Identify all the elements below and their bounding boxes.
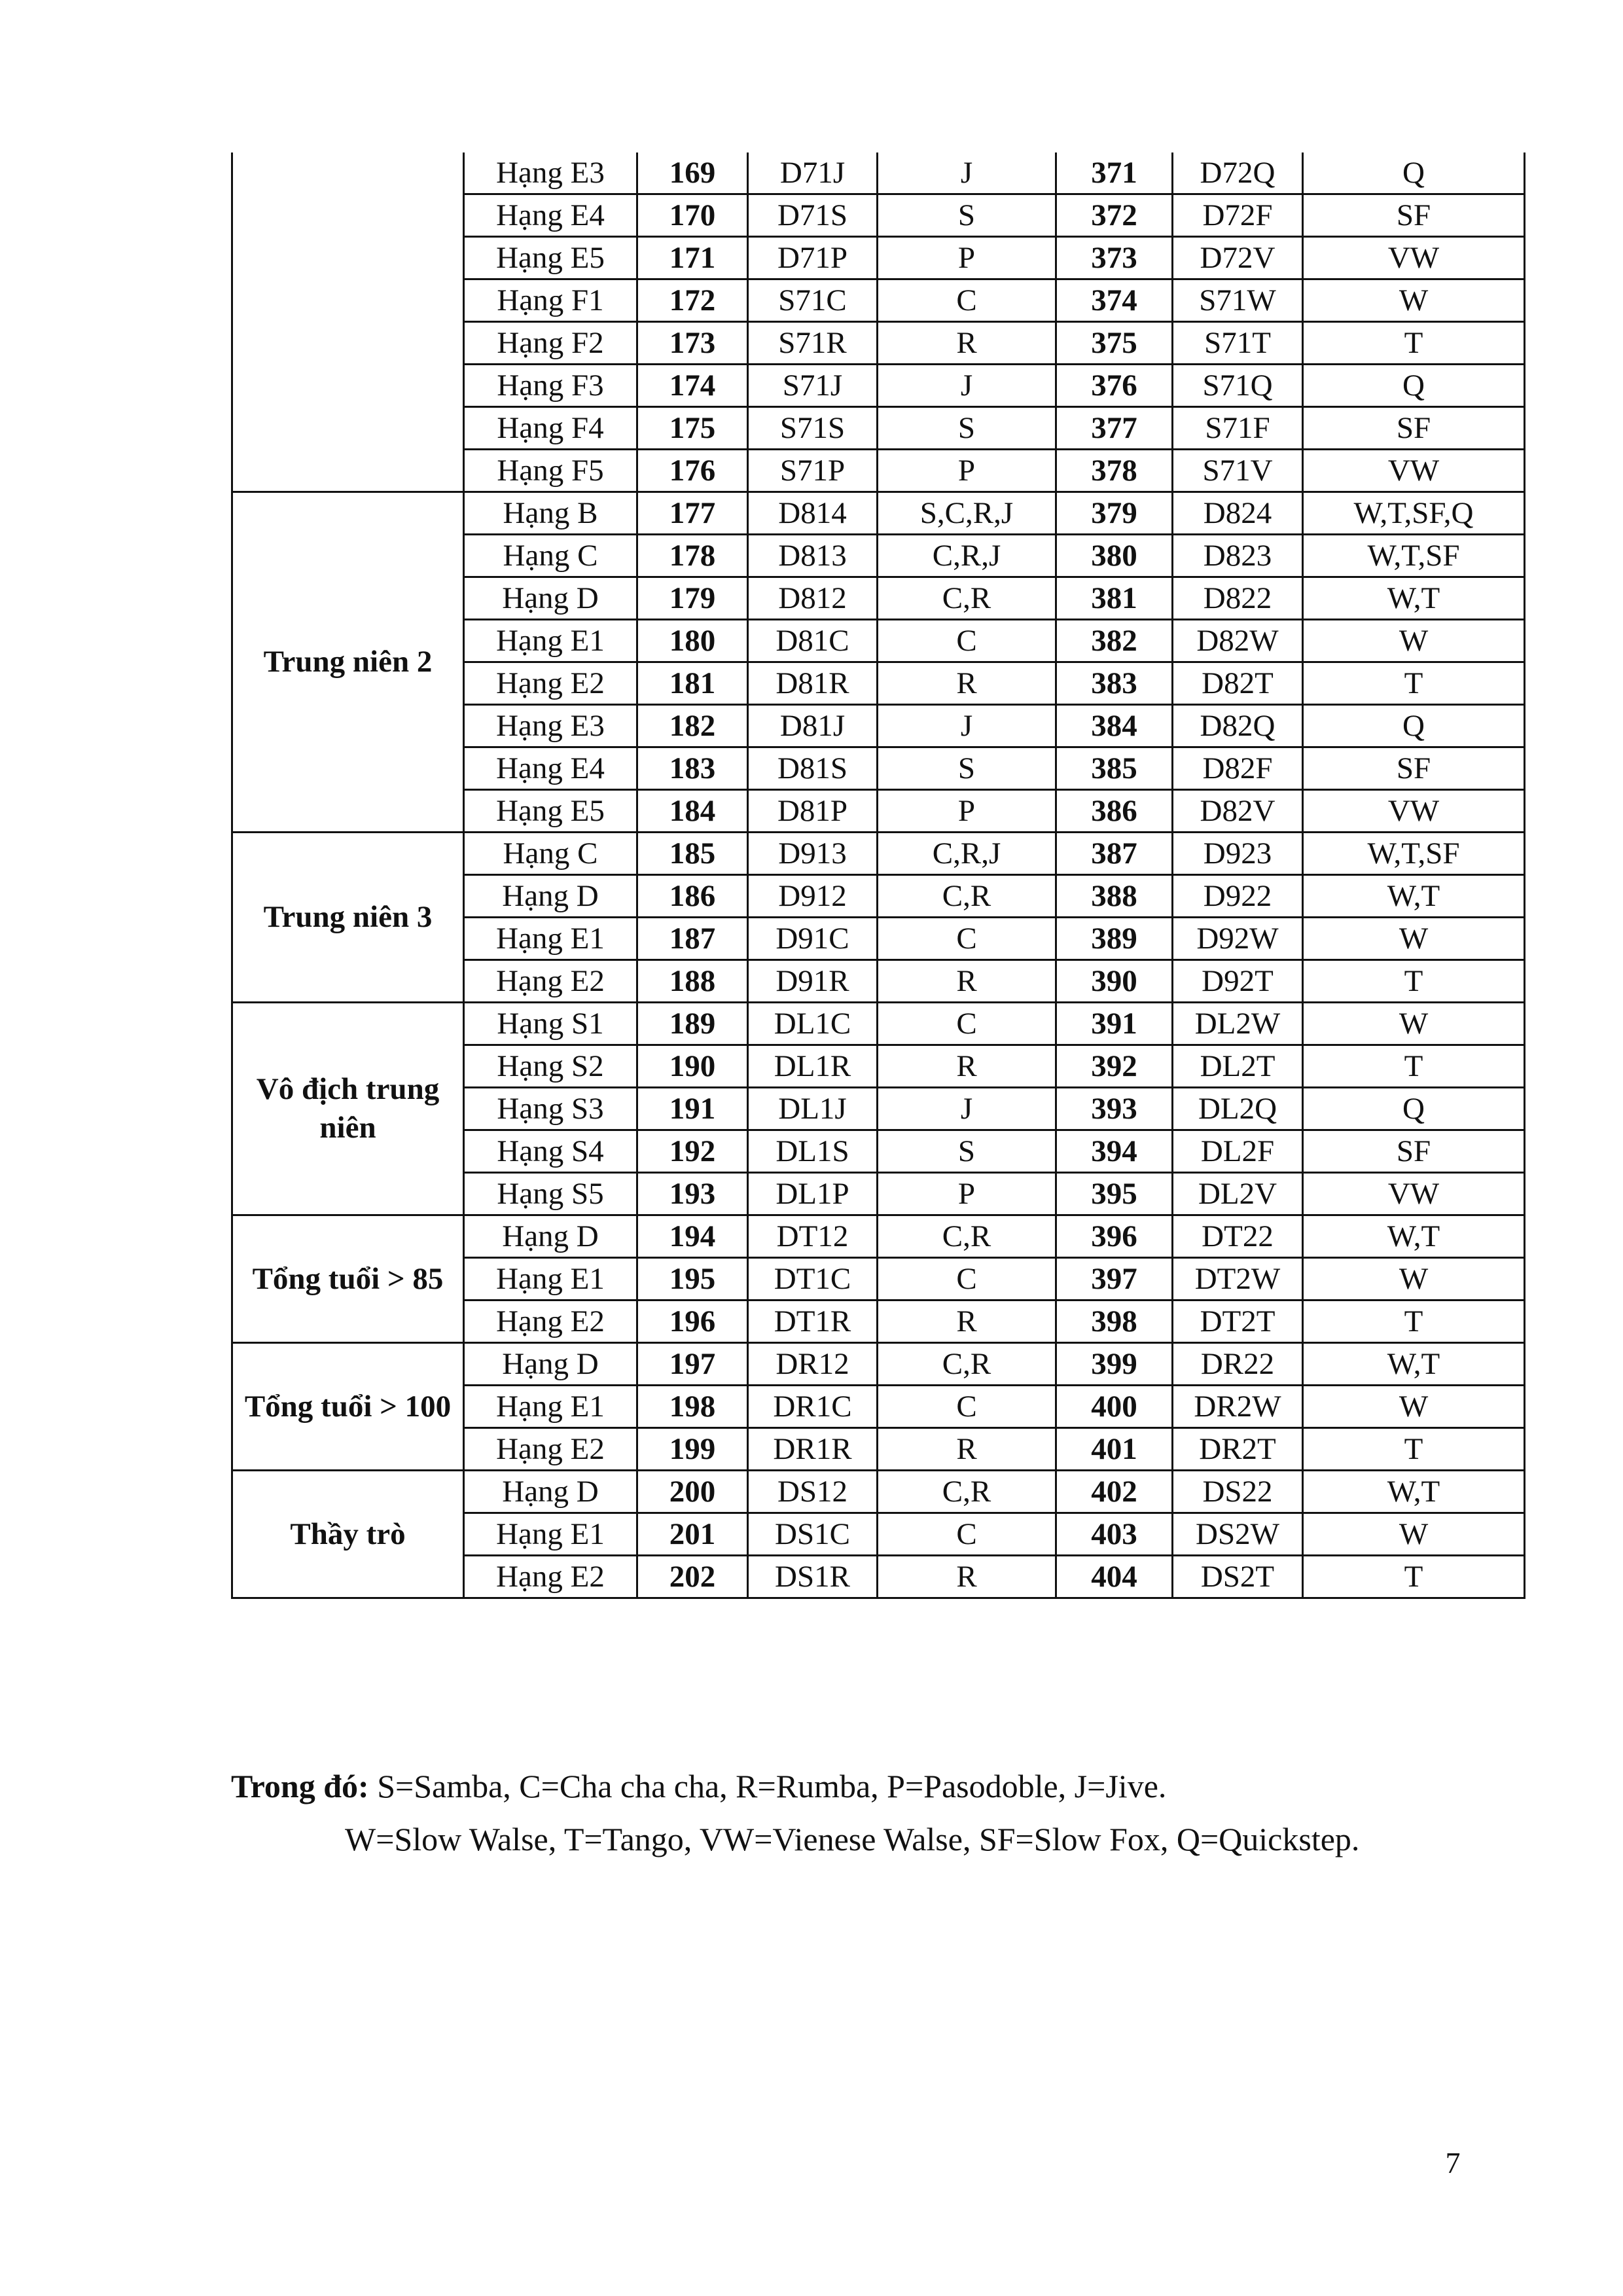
event-number-2: 386 bbox=[1056, 790, 1173, 833]
class-cell: Hạng B bbox=[464, 492, 637, 535]
age-group-cell: Trung niên 2 bbox=[232, 492, 464, 833]
event-code-1: D813 bbox=[748, 535, 878, 577]
event-code-2: DS22 bbox=[1173, 1471, 1303, 1513]
dances-1: C,R bbox=[878, 875, 1056, 918]
dances-1: C bbox=[878, 918, 1056, 960]
table-row bbox=[232, 1471, 1525, 1513]
dances-1: C,R bbox=[878, 1343, 1056, 1386]
dances-2: W bbox=[1303, 279, 1525, 322]
event-number-1: 199 bbox=[637, 1428, 748, 1471]
event-number-1: 180 bbox=[637, 620, 748, 662]
dances-1: R bbox=[878, 322, 1056, 365]
class-cell: Hạng F3 bbox=[464, 365, 637, 407]
dances-1: R bbox=[878, 960, 1056, 1003]
dances-2: Q bbox=[1303, 365, 1525, 407]
event-code-2: D822 bbox=[1173, 577, 1303, 620]
event-number-2: 389 bbox=[1056, 918, 1173, 960]
event-number-1: 193 bbox=[637, 1173, 748, 1215]
event-number-1: 192 bbox=[637, 1130, 748, 1173]
class-cell: Hạng E2 bbox=[464, 960, 637, 1003]
event-code-2: DR22 bbox=[1173, 1343, 1303, 1386]
class-cell: Hạng E1 bbox=[464, 1258, 637, 1300]
event-code-1: DL1R bbox=[748, 1045, 878, 1088]
event-code-2: D923 bbox=[1173, 833, 1303, 875]
dances-2: SF bbox=[1303, 1130, 1525, 1173]
table-row bbox=[232, 152, 1525, 194]
dances-2: W,T bbox=[1303, 1215, 1525, 1258]
event-number-2: 371 bbox=[1056, 152, 1173, 194]
dances-2: T bbox=[1303, 662, 1525, 705]
event-code-2: DS2T bbox=[1173, 1556, 1303, 1598]
dances-1: J bbox=[878, 1088, 1056, 1130]
table-row bbox=[232, 1215, 1525, 1258]
dances-1: S bbox=[878, 747, 1056, 790]
event-code-2: S71F bbox=[1173, 407, 1303, 450]
dances-1: C,R bbox=[878, 1215, 1056, 1258]
dances-2: W,T,SF,Q bbox=[1303, 492, 1525, 535]
dances-1: R bbox=[878, 1428, 1056, 1471]
class-cell: Hạng E1 bbox=[464, 1513, 637, 1556]
class-cell: Hạng E1 bbox=[464, 1386, 637, 1428]
event-number-2: 376 bbox=[1056, 365, 1173, 407]
event-number-1: 202 bbox=[637, 1556, 748, 1598]
class-cell: Hạng E4 bbox=[464, 194, 637, 237]
event-code-1: D814 bbox=[748, 492, 878, 535]
event-number-2: 379 bbox=[1056, 492, 1173, 535]
dances-2: T bbox=[1303, 960, 1525, 1003]
dances-2: VW bbox=[1303, 237, 1525, 279]
event-code-1: DL1S bbox=[748, 1130, 878, 1173]
dances-1: C bbox=[878, 620, 1056, 662]
legend-line-1 bbox=[231, 1767, 1166, 1805]
event-number-2: 399 bbox=[1056, 1343, 1173, 1386]
event-code-2: D72V bbox=[1173, 237, 1303, 279]
dances-2: W bbox=[1303, 1513, 1525, 1556]
dances-2: T bbox=[1303, 1045, 1525, 1088]
event-code-2: D922 bbox=[1173, 875, 1303, 918]
dances-1: C bbox=[878, 279, 1056, 322]
dances-2: SF bbox=[1303, 194, 1525, 237]
event-number-1: 187 bbox=[637, 918, 748, 960]
table-row bbox=[232, 1343, 1525, 1386]
class-cell: Hạng E5 bbox=[464, 237, 637, 279]
event-code-1: D71P bbox=[748, 237, 878, 279]
event-code-2: D72F bbox=[1173, 194, 1303, 237]
event-number-2: 385 bbox=[1056, 747, 1173, 790]
event-code-1: D81C bbox=[748, 620, 878, 662]
class-cell: Hạng E1 bbox=[464, 620, 637, 662]
class-cell: Hạng F1 bbox=[464, 279, 637, 322]
dances-1: P bbox=[878, 1173, 1056, 1215]
event-number-1: 177 bbox=[637, 492, 748, 535]
class-cell: Hạng E2 bbox=[464, 1300, 637, 1343]
event-number-1: 181 bbox=[637, 662, 748, 705]
event-number-1: 190 bbox=[637, 1045, 748, 1088]
event-code-1: S71P bbox=[748, 450, 878, 492]
dances-2: W bbox=[1303, 1003, 1525, 1045]
class-cell: Hạng S5 bbox=[464, 1173, 637, 1215]
class-cell: Hạng E1 bbox=[464, 918, 637, 960]
dances-1: S,C,R,J bbox=[878, 492, 1056, 535]
event-code-2: D72Q bbox=[1173, 152, 1303, 194]
event-code-1: D71J bbox=[748, 152, 878, 194]
event-number-1: 176 bbox=[637, 450, 748, 492]
event-number-2: 375 bbox=[1056, 322, 1173, 365]
class-cell: Hạng E2 bbox=[464, 662, 637, 705]
age-group-cell: Trung niên 3 bbox=[232, 833, 464, 1003]
dances-2: W,T bbox=[1303, 1471, 1525, 1513]
dances-1: C,R,J bbox=[878, 535, 1056, 577]
event-code-2: S71Q bbox=[1173, 365, 1303, 407]
legend-line-2 bbox=[345, 1820, 1359, 1858]
table-row bbox=[232, 1003, 1525, 1045]
event-number-1: 200 bbox=[637, 1471, 748, 1513]
dances-2: W bbox=[1303, 620, 1525, 662]
event-number-1: 178 bbox=[637, 535, 748, 577]
dances-1: J bbox=[878, 365, 1056, 407]
dances-2: W bbox=[1303, 918, 1525, 960]
dances-2: VW bbox=[1303, 790, 1525, 833]
age-group-cell: Tổng tuổi > 85 bbox=[232, 1215, 464, 1343]
table-row bbox=[232, 492, 1525, 535]
event-number-2: 400 bbox=[1056, 1386, 1173, 1428]
event-number-1: 198 bbox=[637, 1386, 748, 1428]
event-code-2: D92T bbox=[1173, 960, 1303, 1003]
standard-dances-legend: W=Slow Walse, T=Tango, VW=Vienese Walse, SF=Slow Fox, Q=Quickstep. bbox=[345, 1821, 1360, 1857]
event-number-1: 173 bbox=[637, 322, 748, 365]
dances-2: Q bbox=[1303, 152, 1525, 194]
class-cell: Hạng E4 bbox=[464, 747, 637, 790]
dances-2: W,T bbox=[1303, 875, 1525, 918]
event-number-1: 170 bbox=[637, 194, 748, 237]
event-code-2: DT22 bbox=[1173, 1215, 1303, 1258]
event-code-2: DL2Q bbox=[1173, 1088, 1303, 1130]
event-code-2: DT2T bbox=[1173, 1300, 1303, 1343]
dances-2: VW bbox=[1303, 450, 1525, 492]
event-code-1: D91C bbox=[748, 918, 878, 960]
event-number-2: 392 bbox=[1056, 1045, 1173, 1088]
event-number-2: 374 bbox=[1056, 279, 1173, 322]
event-number-2: 373 bbox=[1056, 237, 1173, 279]
event-number-1: 196 bbox=[637, 1300, 748, 1343]
event-code-2: D82T bbox=[1173, 662, 1303, 705]
event-code-2: S71V bbox=[1173, 450, 1303, 492]
class-cell: Hạng D bbox=[464, 1343, 637, 1386]
event-code-2: DT2W bbox=[1173, 1258, 1303, 1300]
event-code-2: D92W bbox=[1173, 918, 1303, 960]
event-number-2: 391 bbox=[1056, 1003, 1173, 1045]
event-code-2: D82W bbox=[1173, 620, 1303, 662]
event-number-1: 188 bbox=[637, 960, 748, 1003]
event-number-2: 395 bbox=[1056, 1173, 1173, 1215]
dances-1: C,R,J bbox=[878, 833, 1056, 875]
dances-2: W,T bbox=[1303, 1343, 1525, 1386]
event-code-1: D81S bbox=[748, 747, 878, 790]
class-cell: Hạng F2 bbox=[464, 322, 637, 365]
dances-2: W,T bbox=[1303, 577, 1525, 620]
class-cell: Hạng D bbox=[464, 1471, 637, 1513]
event-number-2: 387 bbox=[1056, 833, 1173, 875]
event-code-1: DL1J bbox=[748, 1088, 878, 1130]
event-number-2: 390 bbox=[1056, 960, 1173, 1003]
event-number-1: 194 bbox=[637, 1215, 748, 1258]
event-code-1: DS1R bbox=[748, 1556, 878, 1598]
event-number-2: 377 bbox=[1056, 407, 1173, 450]
event-code-1: DR1R bbox=[748, 1428, 878, 1471]
event-code-2: DR2W bbox=[1173, 1386, 1303, 1428]
event-number-1: 184 bbox=[637, 790, 748, 833]
class-cell: Hạng E3 bbox=[464, 705, 637, 747]
event-number-2: 393 bbox=[1056, 1088, 1173, 1130]
class-cell: Hạng D bbox=[464, 1215, 637, 1258]
event-number-1: 169 bbox=[637, 152, 748, 194]
event-code-1: D912 bbox=[748, 875, 878, 918]
age-group-cell: Thầy trò bbox=[232, 1471, 464, 1598]
schedule-table-body bbox=[232, 152, 1525, 1598]
event-number-2: 372 bbox=[1056, 194, 1173, 237]
dances-1: P bbox=[878, 237, 1056, 279]
event-number-2: 388 bbox=[1056, 875, 1173, 918]
event-number-1: 171 bbox=[637, 237, 748, 279]
event-number-1: 191 bbox=[637, 1088, 748, 1130]
event-code-1: S71J bbox=[748, 365, 878, 407]
event-number-1: 174 bbox=[637, 365, 748, 407]
dances-2: Q bbox=[1303, 1088, 1525, 1130]
event-code-1: DT1R bbox=[748, 1300, 878, 1343]
event-code-1: D71S bbox=[748, 194, 878, 237]
dances-1: S bbox=[878, 1130, 1056, 1173]
event-code-1: DL1P bbox=[748, 1173, 878, 1215]
dances-1: R bbox=[878, 1300, 1056, 1343]
dances-1: J bbox=[878, 152, 1056, 194]
event-code-2: DL2W bbox=[1173, 1003, 1303, 1045]
event-number-2: 380 bbox=[1056, 535, 1173, 577]
age-group-cell: Vô địch trung niên bbox=[232, 1003, 464, 1215]
dances-2: SF bbox=[1303, 747, 1525, 790]
event-code-2: D823 bbox=[1173, 535, 1303, 577]
dances-1: J bbox=[878, 705, 1056, 747]
dances-1: C,R bbox=[878, 577, 1056, 620]
event-code-1: D812 bbox=[748, 577, 878, 620]
age-group-cell bbox=[232, 152, 464, 492]
dances-2: SF bbox=[1303, 407, 1525, 450]
event-code-2: D824 bbox=[1173, 492, 1303, 535]
event-code-1: D81R bbox=[748, 662, 878, 705]
event-code-1: S71C bbox=[748, 279, 878, 322]
event-number-1: 185 bbox=[637, 833, 748, 875]
event-number-2: 396 bbox=[1056, 1215, 1173, 1258]
event-number-2: 398 bbox=[1056, 1300, 1173, 1343]
event-code-1: DS1C bbox=[748, 1513, 878, 1556]
class-cell: Hạng S2 bbox=[464, 1045, 637, 1088]
dances-1: P bbox=[878, 790, 1056, 833]
class-cell: Hạng E5 bbox=[464, 790, 637, 833]
event-code-1: S71S bbox=[748, 407, 878, 450]
event-code-1: DR12 bbox=[748, 1343, 878, 1386]
event-code-1: DT12 bbox=[748, 1215, 878, 1258]
dances-1: S bbox=[878, 194, 1056, 237]
event-number-2: 381 bbox=[1056, 577, 1173, 620]
class-cell: Hạng D bbox=[464, 577, 637, 620]
event-number-1: 182 bbox=[637, 705, 748, 747]
table-row bbox=[232, 833, 1525, 875]
event-code-1: DT1C bbox=[748, 1258, 878, 1300]
dances-2: T bbox=[1303, 1428, 1525, 1471]
event-code-2: D82Q bbox=[1173, 705, 1303, 747]
class-cell: Hạng S3 bbox=[464, 1088, 637, 1130]
class-cell: Hạng S4 bbox=[464, 1130, 637, 1173]
event-code-2: DL2V bbox=[1173, 1173, 1303, 1215]
class-cell: Hạng S1 bbox=[464, 1003, 637, 1045]
event-number-2: 403 bbox=[1056, 1513, 1173, 1556]
dances-1: C bbox=[878, 1258, 1056, 1300]
event-code-2: DL2F bbox=[1173, 1130, 1303, 1173]
dances-1: R bbox=[878, 662, 1056, 705]
event-code-1: D91R bbox=[748, 960, 878, 1003]
dances-2: Q bbox=[1303, 705, 1525, 747]
dances-1: C bbox=[878, 1386, 1056, 1428]
event-number-1: 186 bbox=[637, 875, 748, 918]
dances-2: VW bbox=[1303, 1173, 1525, 1215]
event-code-1: DR1C bbox=[748, 1386, 878, 1428]
latin-dances-legend: S=Samba, C=Cha cha cha, R=Rumba, P=Pasodoble, J=Jive. bbox=[377, 1768, 1167, 1804]
event-code-2: DS2W bbox=[1173, 1513, 1303, 1556]
event-code-1: S71R bbox=[748, 322, 878, 365]
dances-1: S bbox=[878, 407, 1056, 450]
event-code-1: DS12 bbox=[748, 1471, 878, 1513]
dances-1: R bbox=[878, 1556, 1056, 1598]
event-code-2: DR2T bbox=[1173, 1428, 1303, 1471]
class-cell: Hạng C bbox=[464, 833, 637, 875]
dances-2: T bbox=[1303, 1556, 1525, 1598]
class-cell: Hạng E3 bbox=[464, 152, 637, 194]
event-number-2: 394 bbox=[1056, 1130, 1173, 1173]
dances-2: W,T,SF bbox=[1303, 833, 1525, 875]
class-cell: Hạng D bbox=[464, 875, 637, 918]
event-number-1: 201 bbox=[637, 1513, 748, 1556]
competition-schedule-table bbox=[231, 152, 1525, 1599]
event-number-1: 172 bbox=[637, 279, 748, 322]
event-code-1: DL1C bbox=[748, 1003, 878, 1045]
event-number-2: 397 bbox=[1056, 1258, 1173, 1300]
event-code-2: D82F bbox=[1173, 747, 1303, 790]
class-cell: Hạng E2 bbox=[464, 1556, 637, 1598]
event-code-2: S71W bbox=[1173, 279, 1303, 322]
dances-2: W,T,SF bbox=[1303, 535, 1525, 577]
event-number-2: 404 bbox=[1056, 1556, 1173, 1598]
event-number-2: 402 bbox=[1056, 1471, 1173, 1513]
dances-1: P bbox=[878, 450, 1056, 492]
dances-2: W bbox=[1303, 1258, 1525, 1300]
event-number-1: 179 bbox=[637, 577, 748, 620]
event-number-2: 382 bbox=[1056, 620, 1173, 662]
class-cell: Hạng F5 bbox=[464, 450, 637, 492]
event-number-2: 378 bbox=[1056, 450, 1173, 492]
event-number-2: 401 bbox=[1056, 1428, 1173, 1471]
event-code-2: DL2T bbox=[1173, 1045, 1303, 1088]
legend-label: Trong đó: bbox=[231, 1768, 369, 1804]
class-cell: Hạng F4 bbox=[464, 407, 637, 450]
event-number-2: 383 bbox=[1056, 662, 1173, 705]
event-code-1: D81P bbox=[748, 790, 878, 833]
dances-2: T bbox=[1303, 1300, 1525, 1343]
dances-2: W bbox=[1303, 1386, 1525, 1428]
class-cell: Hạng C bbox=[464, 535, 637, 577]
event-number-1: 195 bbox=[637, 1258, 748, 1300]
event-code-1: D913 bbox=[748, 833, 878, 875]
event-number-2: 384 bbox=[1056, 705, 1173, 747]
class-cell: Hạng E2 bbox=[464, 1428, 637, 1471]
event-code-1: D81J bbox=[748, 705, 878, 747]
event-number-1: 197 bbox=[637, 1343, 748, 1386]
dances-1: C,R bbox=[878, 1471, 1056, 1513]
dances-1: C bbox=[878, 1513, 1056, 1556]
event-code-2: D82V bbox=[1173, 790, 1303, 833]
event-number-1: 183 bbox=[637, 747, 748, 790]
dances-1: R bbox=[878, 1045, 1056, 1088]
page-number: 7 bbox=[1445, 2146, 1461, 2179]
event-number-1: 189 bbox=[637, 1003, 748, 1045]
dances-1: C bbox=[878, 1003, 1056, 1045]
dances-2: T bbox=[1303, 322, 1525, 365]
event-number-1: 175 bbox=[637, 407, 748, 450]
age-group-cell: Tổng tuổi > 100 bbox=[232, 1343, 464, 1471]
event-code-2: S71T bbox=[1173, 322, 1303, 365]
